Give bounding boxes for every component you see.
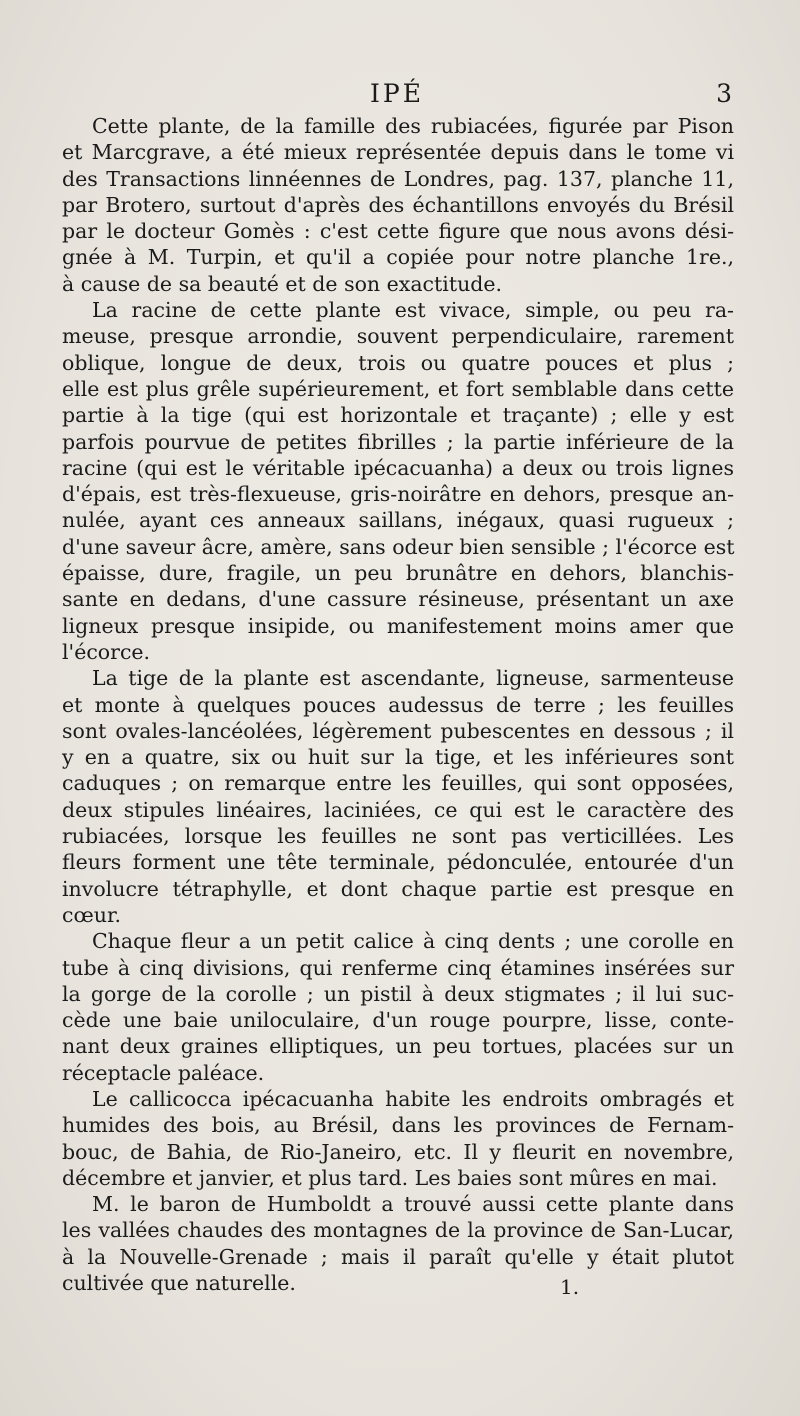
text-line: par le docteur Gomès : c'est cette figure que nous avons dési- xyxy=(62,219,734,244)
text-line: l'écorce. xyxy=(62,639,151,664)
text-line: cœur. xyxy=(62,902,122,927)
text-line: nant deux graines elliptiques, un peu tortues, placées sur un xyxy=(62,1034,734,1059)
text-line: Cette plante, de la famille des rubiacées, figurée par Pison xyxy=(92,114,734,138)
paragraph xyxy=(62,113,734,297)
paragraph xyxy=(62,297,734,665)
text-line: épaisse, dure, fragile, un peu brunâtre en dehors, blanchis- xyxy=(62,561,734,586)
text-line: rubiacées, lorsque les feuilles ne sont pas verticillées. Les xyxy=(62,824,734,849)
text-line: bouc, de Bahia, de Rio-Janeiro, etc. Il y fleurit en novembre, xyxy=(62,1139,734,1164)
text-line: cède une baie uniloculaire, d'un rouge pourpre, lisse, conte- xyxy=(62,1008,734,1033)
text-line: d'une saveur âcre, amère, sans odeur bien sensible ; l'écorce est xyxy=(62,534,735,559)
text-line: elle est plus grêle supérieurement, et fort semblable dans cette xyxy=(62,376,734,401)
text-line: et Marcgrave, a été mieux représentée depuis dans le tome vi xyxy=(62,140,734,165)
text-line: La tige de la plante est ascendante, ligneuse, sarmenteuse xyxy=(92,666,734,691)
running-title: IPÉ xyxy=(370,79,424,108)
page-header xyxy=(62,76,732,112)
text-line: meuse, presque arrondie, souvent perpendiculaire, rarement xyxy=(62,324,734,349)
paragraph xyxy=(62,665,734,928)
text-line: Chaque fleur a un petit calice à cinq dents ; une corolle en xyxy=(92,929,734,954)
text-line: Le callicocca ipécacuanha habite les endroits ombragés et xyxy=(92,1086,734,1111)
text-line: cultivée que naturelle. xyxy=(62,1271,296,1296)
text-line: la gorge de la corolle ; un pistil à deux stigmates ; il lui suc- xyxy=(62,981,734,1006)
text-line: et monte à quelques pouces audessus de terre ; les feuilles xyxy=(62,692,734,717)
text-line: deux stipules linéaires, laciniées, ce qui est le caractère des xyxy=(62,797,734,822)
text-line: à la Nouvelle-Grenade ; mais il paraît qu'elle y était plutot xyxy=(62,1244,734,1269)
text-line: M. le baron de Humboldt a trouvé aussi cette plante dans xyxy=(92,1192,734,1217)
text-line: gnée à M. Turpin, et qu'il a copiée pour notre planche 1re., xyxy=(62,245,734,270)
signature-mark: 1. xyxy=(560,1275,580,1299)
text-line: les vallées chaudes des montagnes de la province de San-Lucar, xyxy=(62,1218,734,1243)
text-line: y en a quatre, six ou huit sur la tige, et les inférieures sont xyxy=(62,745,734,770)
text-line: fleurs forment une tête terminale, pédonculée, entourée d'un xyxy=(62,850,734,875)
body-text xyxy=(62,113,734,1296)
text-line: caduques ; on remarque entre les feuilles, qui sont opposées, xyxy=(62,771,734,796)
text-line: parfois pourvue de petites fibrilles ; la partie inférieure de la xyxy=(62,429,734,454)
page-number: 3 xyxy=(716,79,732,108)
text-line: involucre tétraphylle, et dont chaque partie est presque en xyxy=(62,876,734,901)
text-line: La racine de cette plante est vivace, simple, ou peu ra- xyxy=(92,298,734,323)
text-line: nulée, ayant ces anneaux saillans, inégaux, quasi rugueux ; xyxy=(62,508,734,533)
text-line: réceptacle paléace. xyxy=(62,1060,265,1085)
text-line: ligneux presque insipide, ou manifestement moins amer que xyxy=(62,613,734,638)
text-line: des Transactions linnéennes de Londres, pag. 137, planche 11, xyxy=(62,166,734,191)
text-line: sante en dedans, d'une cassure résineuse, présentant un axe xyxy=(62,587,734,612)
text-line: sont ovales-lancéolées, légèrement pubescentes en dessous ; il xyxy=(62,718,734,743)
text-line: décembre et janvier, et plus tard. Les baies sont mûres en mai. xyxy=(62,1165,718,1190)
text-line: humides des bois, au Brésil, dans les provinces de Fernam- xyxy=(62,1113,734,1138)
text-line: partie à la tige (qui est horizontale et traçante) ; elle y est xyxy=(62,403,734,428)
text-line: par Brotero, surtout d'après des échantillons envoyés du Brésil xyxy=(62,192,734,217)
paragraph xyxy=(62,928,734,1086)
text-line: tube à cinq divisions, qui renferme cinq étamines insérées sur xyxy=(62,955,734,980)
paragraph xyxy=(62,1086,734,1191)
paragraph xyxy=(62,1191,734,1296)
text-line: à cause de sa beauté et de son exactitude. xyxy=(62,271,503,296)
text-line: d'épais, est très-flexueuse, gris-noirâtre en dehors, presque an- xyxy=(62,482,734,507)
text-line: racine (qui est le véritable ipécacuanha) a deux ou trois lignes xyxy=(62,455,734,480)
text-line: oblique, longue de deux, trois ou quatre pouces et plus ; xyxy=(62,350,734,375)
